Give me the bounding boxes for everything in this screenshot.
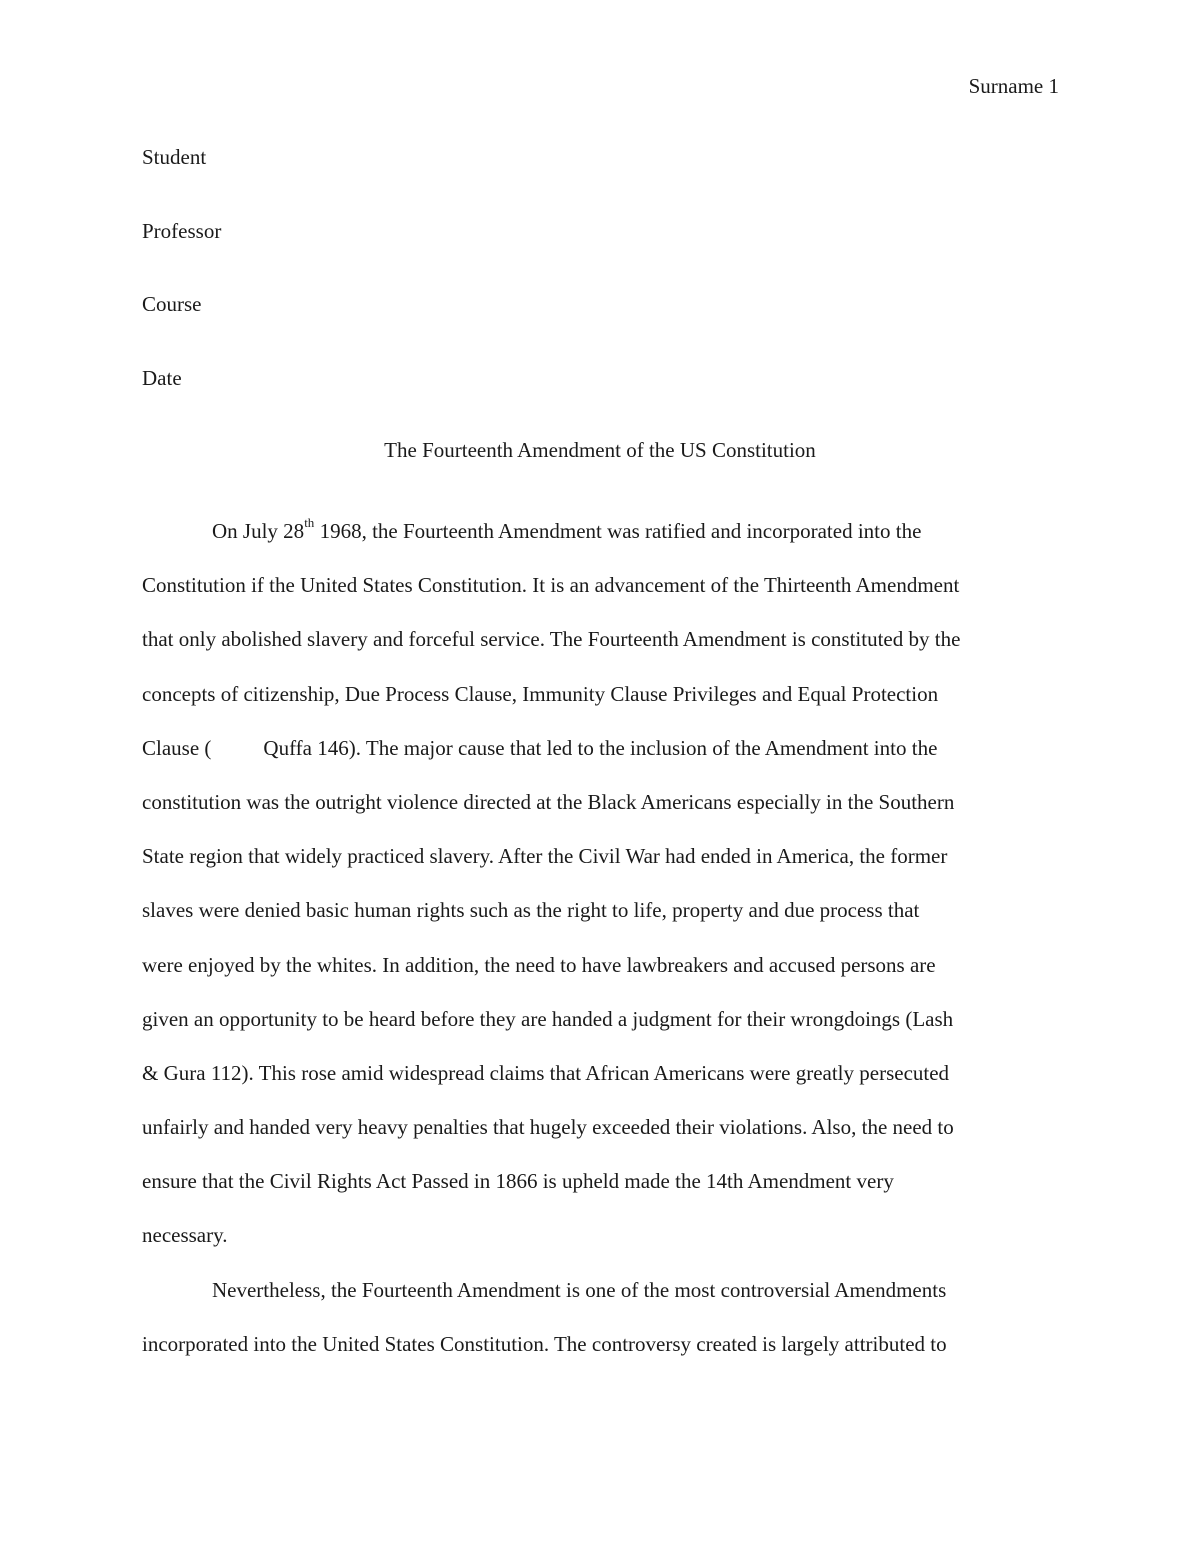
text-fragment: Clause ( xyxy=(142,735,212,760)
paragraph xyxy=(142,1263,1062,1371)
text-line: given an opportunity to be heard before they are handed a judgment for their wrongdoings (Lash xyxy=(142,1006,954,1031)
text-line: that only abolished slavery and forceful service. The Fourteenth Amendment is constituted by the xyxy=(142,627,961,652)
text-line xyxy=(142,504,1062,558)
paragraph xyxy=(142,504,1062,1263)
text-line: State region that widely practiced slavery. After the Civil War had ended in America, the former xyxy=(142,844,948,869)
professor-name: Professor xyxy=(142,218,222,243)
heading-block xyxy=(142,144,1062,438)
text-line xyxy=(142,721,1062,775)
text-line: unfairly and handed very heavy penalties that hugely exceeded their violations. Also, the need to xyxy=(142,1115,954,1140)
text-line: ensure that the Civil Rights Act Passed in 1866 is upheld made the 14th Amendment very xyxy=(142,1169,894,1194)
text-line: slaves were denied basic human rights such as the right to life, property and due process that xyxy=(142,898,920,923)
page-header: Surname 1 xyxy=(968,74,1059,98)
text-line: Nevertheless, the Fourteenth Amendment is one of the most controversial Amendments xyxy=(212,1277,947,1302)
text-line: Constitution if the United States Constitution. It is an advancement of the Thirteenth Amendment xyxy=(142,573,960,598)
student-name: Student xyxy=(142,145,207,169)
course-name: Course xyxy=(142,292,202,316)
text-line: & Gura 112). This rose amid widespread claims that African Americans were greatly persecuted xyxy=(142,1060,950,1085)
superscript: th xyxy=(304,515,315,530)
text-line: were enjoyed by the whites. In addition, the need to have lawbreakers and accused persons are xyxy=(142,952,936,977)
text-fragment: On July 28 xyxy=(212,519,305,543)
text-line: concepts of citizenship, Due Process Clause, Immunity Clause Privileges and Equal Protection xyxy=(142,681,939,706)
essay-body xyxy=(142,504,1062,1371)
text-line: constitution was the outright violence directed at the Black Americans especially in the Southern xyxy=(142,789,955,814)
essay-title: The Fourteenth Amendment of the US Constitution xyxy=(384,438,816,462)
text-fragment: Quffa 146). The major cause that led to the inclusion of the Amendment into the xyxy=(263,735,938,760)
text-line: incorporated into the United States Constitution. The controversy created is largely attributed to xyxy=(142,1331,947,1356)
date-line: Date xyxy=(142,365,182,390)
text-fragment: 1968, the Fourteenth Amendment was ratified and incorporated into the xyxy=(314,519,922,543)
text-line: necessary. xyxy=(142,1223,228,1248)
